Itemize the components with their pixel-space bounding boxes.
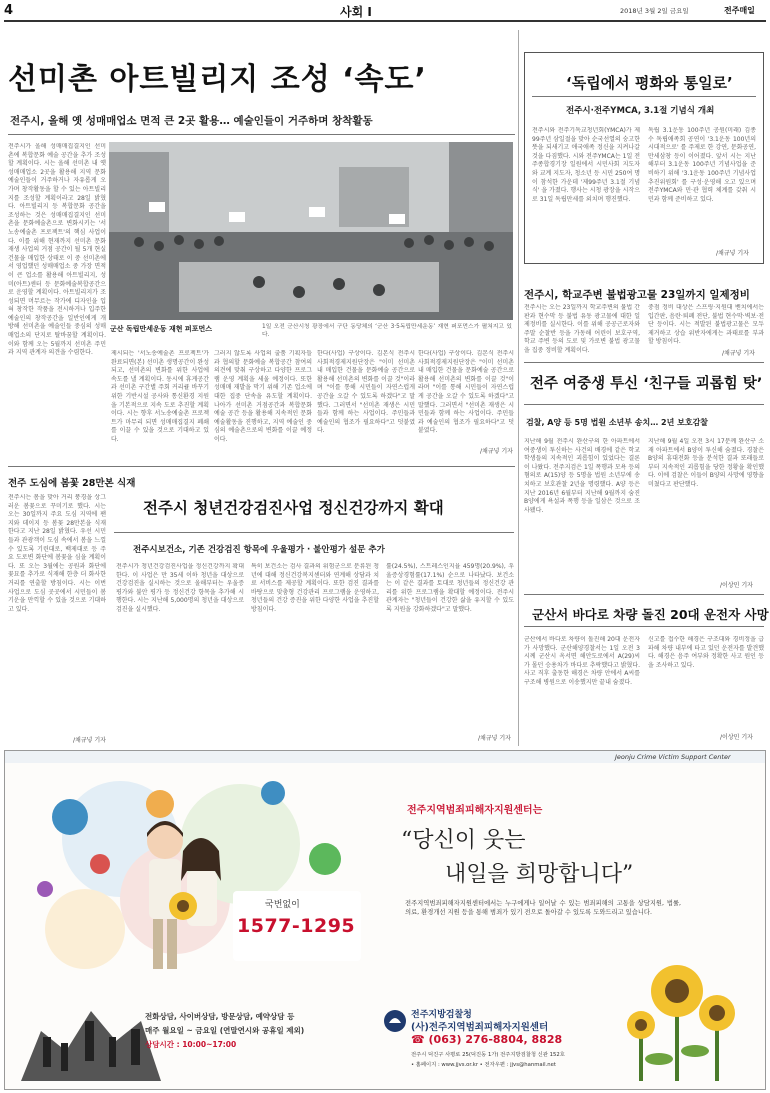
main-article-col3: 그러지 않도록 사업의 출품 기획자들과 협의할 문화예술 복합공간 참여의 의견에 맞춰 구상하고 다양한 프로그램 운영 계획을 세울 예정이다. 또한 성매매 재발을 막기 위해 기존 업소에 대한 집중 단속을 유도할 계획이다. 나아가 선미촌 거점공간과 복합문화 예술 공간 등을 활용해 지속적인 문화예술활동을 진행하고, 지역 예술인 중심의 예술촌으로의 변화를 이끌 예정이다. bbox=[214, 350, 312, 443]
box-col1: 전주시와 전주기독교청년회(YMCA)가 제99주년 삼일절을 맞아 순국선열의 숭고한 뜻을 되새기고 애국애족 정신을 지켜나갈 것을 다짐했다. 시와 전주YMCA는 1일 전주종합경기장 일원에서 시민사회 지도자와 교계 지도자, 청소년 등 시민 250여 명이 참석한 가운데 '제99주년 3.1절 기념식' 을 가졌다. 행사는 시청 광장을 시작으로 31일 독립만세를 외치며 행진했다. bbox=[532, 127, 640, 203]
main-headline: 선미촌 아트빌리지 조성 ‘속도’ bbox=[8, 62, 427, 97]
paper-name: 전주매일 bbox=[724, 6, 755, 15]
ad-slogan-2: 내일을 희망합니다” bbox=[445, 862, 634, 887]
divider bbox=[524, 404, 764, 405]
divider bbox=[532, 96, 756, 97]
center-article2-byline: /채규넣 기자 bbox=[478, 735, 511, 742]
divider bbox=[524, 626, 764, 627]
right-article3-col1: 지난해 9월 전주시 완산구의 한 아파트에서 여중생이 투신하는 사건의 배경에 같은 학교 학생들의 지속적인 괴롭힘이 있었다는 결론이 나왔다. 전주지검은 1일 폭행과 모욕 등의 혐의로 A(15)양 등 5명을 법원 소년부에 송치하고 보호관찰 2년을 명령했다. A양 등은 지난 2016년 6월부터 지난해 9월까지 숨진 B양에게 욕설과 폭행 등을 일삼은 것으로 조사됐다. bbox=[524, 438, 640, 514]
center-article2-subhead: 전주시보건소, 기존 건강검진 항목에 우울평가 · 불안평가 설문 추가 bbox=[133, 545, 385, 555]
right-article2-headline: 전주시, 학교주변 불법광고물 23일까지 일제정비 bbox=[524, 289, 750, 301]
left-article2-body: 전주시는 봄을 맞아 거리 풍경을 상그러운 봄꽃으로 꾸미기로 했다. 시는 오는 30일까지 주요 도심 지역에 팬지와 데이지 등 봄꽃 28만본을 식재한다고 지난 28일 밝혔다. 우선 시민들과 관광객이 도심 속에서 봄을 느낄 수 있도록 기린대로, 백제대로 등 주요 도로변 화단에 봄꽃을 심을 계획이다. 또 오는 3월에는 공원과 화단에 꽃묘를 추가로 식재해 한층 더 화사한 거리를 연출할 방침이다. 시는 이번 사업으로 도심 곳곳에서 시민들이 봄기운을 만끽할 수 있을 것으로 기대하고 있다. bbox=[8, 494, 106, 613]
main-byline: /채규넣 기자 bbox=[480, 448, 513, 455]
city-illustration bbox=[21, 971, 161, 1081]
advertisement bbox=[4, 750, 766, 1090]
center-article2-headline: 전주시 청년건강검진사업 정신건강까지 확대 bbox=[143, 499, 444, 517]
box-headline: ‘독립에서 평화와 통일로’ bbox=[566, 74, 733, 92]
right-article4-headline: 군산서 바다로 차량 돌진 20대 운전자 사망 bbox=[532, 607, 769, 622]
sunflower-illustration bbox=[605, 941, 755, 1081]
ad-description: 전주지역범죄피해자지원센터에서는 누구에게나 일어날 수 있는 범죄피해의 고통을 상담지원, 법률, 의료, 환경개선 지원 등을 통해 범죄가 있기 전으로 돌아갈 수 있도록 도와드리고 있습니다. bbox=[405, 900, 681, 916]
divider bbox=[8, 134, 515, 135]
left-article2-byline: /채규넣 기자 bbox=[73, 737, 106, 744]
divider bbox=[8, 466, 515, 467]
footer-phone: ☎ (063) 276-8804, 8828 bbox=[411, 1033, 563, 1046]
children-illustration bbox=[123, 811, 233, 991]
ad-top-label: Jeonju Crime Victim Support Center bbox=[615, 753, 731, 761]
ad-phone-number: 1577-1295 bbox=[237, 915, 356, 937]
center-article2-col2: 특히 보건소는 검사 결과의 위험군으로 분류된 청년에 대해 정신건강복지센터와 연계해 상담과 치료 서비스를 제공할 계획이다. 또한 검진 결과를 바탕으로 맞춤형 건강관리 프로그램을 운영하고, 청년들의 건강 증진을 위한 다양한 사업을 추진할 방침이다. bbox=[251, 563, 379, 613]
phone-label: 국번없이 bbox=[265, 900, 300, 910]
footer-web: • 홈페이지 : www.jjvs.or.kr • 전자우편 : jjvs@hanmail.net bbox=[411, 1062, 556, 1068]
box-col2: 독립 3.1운동 100주년 공원(미래) 김종수 독립애족회 공연이 '3.1운동 100년의 시대적으로' 를 주제로 한 강연, 문화공연, 만세삼창 등이 이어졌다. 앞서 시는 지난해부터 3.1운동 100주년 기념사업을 준비하기 위해 '3.1운동 100주년 기념사업 추진위원회' 를 구성·운영해 오고 있으며 전주YMCA와 민·관 협력 체계를 갖춰 시민과 함께 준비하고 있다. bbox=[648, 127, 756, 203]
box-subhead: 전주시·전주YMCA, 3.1절 기념식 개최 bbox=[566, 106, 715, 116]
issue-date: 2018년 3월 2일 금요일 bbox=[620, 7, 689, 15]
main-subhead: 전주시, 올해 옛 성매매업소 면적 큰 2곳 활용… 예술인들이 거주하며 창착활동 bbox=[10, 115, 373, 127]
main-article-col2: 제시되는 '서노송예술촌 프로젝트'가 완료되면(본) 선미촌 생명공간이 완성되고, 선미촌의 변화를 위한 사업에 속도를 낼 계획이다. 동시에 휴게공간과 선미촌 구간별 주회 커리큘 바꾸기 위한 기반시설 공사와 통신환경 지원을 기본적으로 지속 도로 추진할 계획이다. 시는 향후 서노송예술촌 프로젝트가 마무리 되면 성매매집결지 폐쇄를 이끌 수 있을 것으로 기대하고 있다. bbox=[111, 350, 209, 443]
right-article4-byline: /이상민 기자 bbox=[720, 734, 753, 741]
photo-caption: 1일 오전 군산시청 광장에서 구단 동당체의 ‘군산 3·5독립만세운동’ 재현 퍼포먼스가 펼쳐지고 있다. bbox=[262, 324, 512, 338]
ad-slogan-1: “당신이 웃는 bbox=[401, 828, 526, 853]
right-article3-byline: /이상민 기자 bbox=[720, 582, 753, 589]
header-rule bbox=[4, 20, 766, 22]
right-article3-headline: 전주 여중생 투신 ‘친구들 괴롭힘 탓’ bbox=[530, 376, 763, 392]
footer-org2: (사)전주지역범죄피해자지원센터 bbox=[411, 1022, 549, 1033]
box-byline: /채규넣 기자 bbox=[716, 250, 749, 257]
right-article2-col2: 중점 정비 대상은 스프링·지원대 벤치에서는 입간판, 음란·퇴폐 전단, 불법 현수막·벽보·전단 등이다. 시는 적발된 불법광고물은 모두 제거하고 상습 위반자에게는 과태료를 부과할 방침이다. bbox=[648, 304, 764, 346]
section-title: 사회 Ⅰ bbox=[340, 5, 372, 19]
main-photo bbox=[109, 142, 513, 320]
divider bbox=[524, 362, 764, 363]
right-article3-subhead: 검찰, A양 등 5명 법원 소년부 송치… 2년 보호감찰 bbox=[526, 418, 709, 427]
main-article-col5: 한다(사업) 구상이다. 김본식 전주시 사회적경제지원단장은 "이미 선미촌 내 매입한 건물을 문화예술 공간으로 활용해 선미촌의 변화를 이끌 것"이라며 "이를 통해 시민들이 자연스럽게 공간을 오갈 수 있도록 하겠다"고 말했다. 그러면서 "선미촌 재생은 시민들과 함께 하는 사업이다. 주민들과 예술인의 협조가 필요하다"고 덧붙였다. bbox=[418, 350, 514, 435]
right-article2-col1: 전주시는 오는 23일까지 학교주변의 불법 간판과 현수막 등 불법 유동 광고물에 대한 일제정비를 실시한다. 이를 위해 공공근로자와 주말 순찰반 등을 가동해 어린이 보호구역, 학교 주변 등의 도로 및 가로변 불법 광고물을 집중 정비할 계획이다. bbox=[524, 304, 640, 354]
center-article2-col3: 률(24.5%), 스트레스인지율 459명(20.9%), 우울증상경험률(17.1%) 순으로 나타났다. 보건소는 이 같은 결과를 토대로 청년들의 정신건강 관리를 위한 프로그램을 확대할 예정이다. 전주시 관계자는 "청년들이 건강한 삶을 유지할 수 있도록 지원을 강화하겠다"고 말했다. bbox=[386, 563, 514, 613]
service-line-2: 매주 월요일 ~ 금요일 (연말연시와 공휴일 제외) bbox=[145, 1026, 305, 1035]
page-number: 4 bbox=[4, 3, 14, 18]
ad-org-headline: 전주지역범죄피해자지원센터는 bbox=[407, 805, 543, 816]
footer-address: 전주시 덕진구 사평로 25(덕진동 1가) 전주지방검찰청 신관 152호 bbox=[411, 1052, 565, 1058]
divider bbox=[114, 532, 514, 533]
photo-caption-title: 군산 독립만세운동 재현 퍼포먼스 bbox=[110, 325, 212, 333]
main-article-col1: 전주시가 올해 성매매집결지인 선미촌에 복합문화 예술 공간을 추가 조성할 계획이다. 시는 올해 선미촌 내 옛 성매매업소 2곳을 활용해 지역 문화예술인들이 거주하거나 자유롭게 오가며 창작활동을 할 수 있는 아트빌리지를 조성할 계획이라고 28일 밝혔다. 아트빌리지 등 복합문화 공간을 조성하는 것은 성매매집결지인 선미촌을 문화예술촌으로 변화시키는 '서노송예술촌 프로젝트'의 핵심 사업이다. 이를 위해 현재까지 선미촌 문화재생 사업의 거점 공간이 될 5개 현실 건물을 매입한 상태로 이 중 선미촌에서 영업했던 성매매업소 중 가장 면적이 큰 업소를 활용해 아트빌리지, 성미(아트)센터 등 문화예술복합공간으로 운영할 계획이다. 아트빌리지가 조성되면 머무르는 작가에 디자인을 입혀 창작한 작품을 전시하거나 입주한 예술인의 창작공간을 일반인에게 개방해 선미촌을 예술인들 중심의 성매매업소의 단지로 탈바꿈할 계획이다. 이와 함께 오는 5월까지 선미촌 주민과 지역 관계자 의견을 수렴한다. bbox=[8, 143, 106, 357]
service-line-1: 전화상담, 사이버상담, 방문상담, 예약상담 등 bbox=[145, 1012, 295, 1021]
service-line-3: 상담시간 : 10:00~17:00 bbox=[145, 1040, 237, 1049]
divider bbox=[524, 594, 764, 595]
prosecutor-logo-icon bbox=[383, 1009, 407, 1033]
column-divider bbox=[518, 30, 519, 746]
right-article2-byline: /채규넣 기자 bbox=[722, 350, 755, 357]
footer-org1: 전주지방검찰청 bbox=[411, 1010, 472, 1020]
right-article3-col2: 지난해 9월 4일 오전 3시 17분께 완산구 소재 아파트에서 B양이 투신해 숨졌다. 경찰은 B양의 휴대전화 등을 분석한 결과 또래들로부터 지속적인 괴롭힘을 당한 정황을 확인했다. 이에 검찰은 이들이 B양의 사망에 영향을 미쳤다고 판단했다. bbox=[648, 438, 764, 488]
left-article2-headline: 전주 도심에 봄꽃 28만본 식재 bbox=[8, 478, 136, 489]
main-article-col4: 한다(사업) 구상이다. 김본식 전주시 사회적경제지원단장은 "이미 선미촌 내 매입한 건물을 문화예술 공간으로 활용해 선미촌의 변화를 이끌 것"이라며 "이를 통해 시민들이 자연스럽게 공간을 오갈 수 있도록 하겠다"고 말했다. 그러면서 "선미촌 재생은 시민들과 함께 하는 사업이다. 주민들과 예술인의 협조가 필요하다"고 덧붙였다. bbox=[317, 350, 415, 435]
right-article4-col2: 신고를 접수한 해경은 구조대와 경비정을 급파해 차량 내부에 타고 있던 운전자를 발견했다. 해경은 음주 여부와 정확한 사고 원인 등을 조사하고 있다. bbox=[648, 636, 764, 669]
right-article4-col1: 군산에서 바다로 차량이 돌진해 20대 운전자가 사망했다. 군산해양경찰서는 1일 오전 3시께 군산시 옥서면 해안도로에서 A(29)씨가 몰던 승용차가 바다로 추락했다고 밝혔다. 사고 직후 출동한 해경은 차량 안에서 A씨를 구조해 병원으로 이송했지만 끝내 숨졌다. bbox=[524, 636, 640, 686]
center-article2-col1: 전주시가 청년건강검진사업을 정신건강까지 확대한다. 이 사업은 만 35세 이하 청년을 대상으로 건강검진을 실시하는 것으로 올해부터는 우울증 평가와 불안 평가 등 정신건강 항목을 추가해 시행한다. 시는 지난해 5,000명의 청년을 대상으로 검진을 실시했다. bbox=[116, 563, 244, 613]
